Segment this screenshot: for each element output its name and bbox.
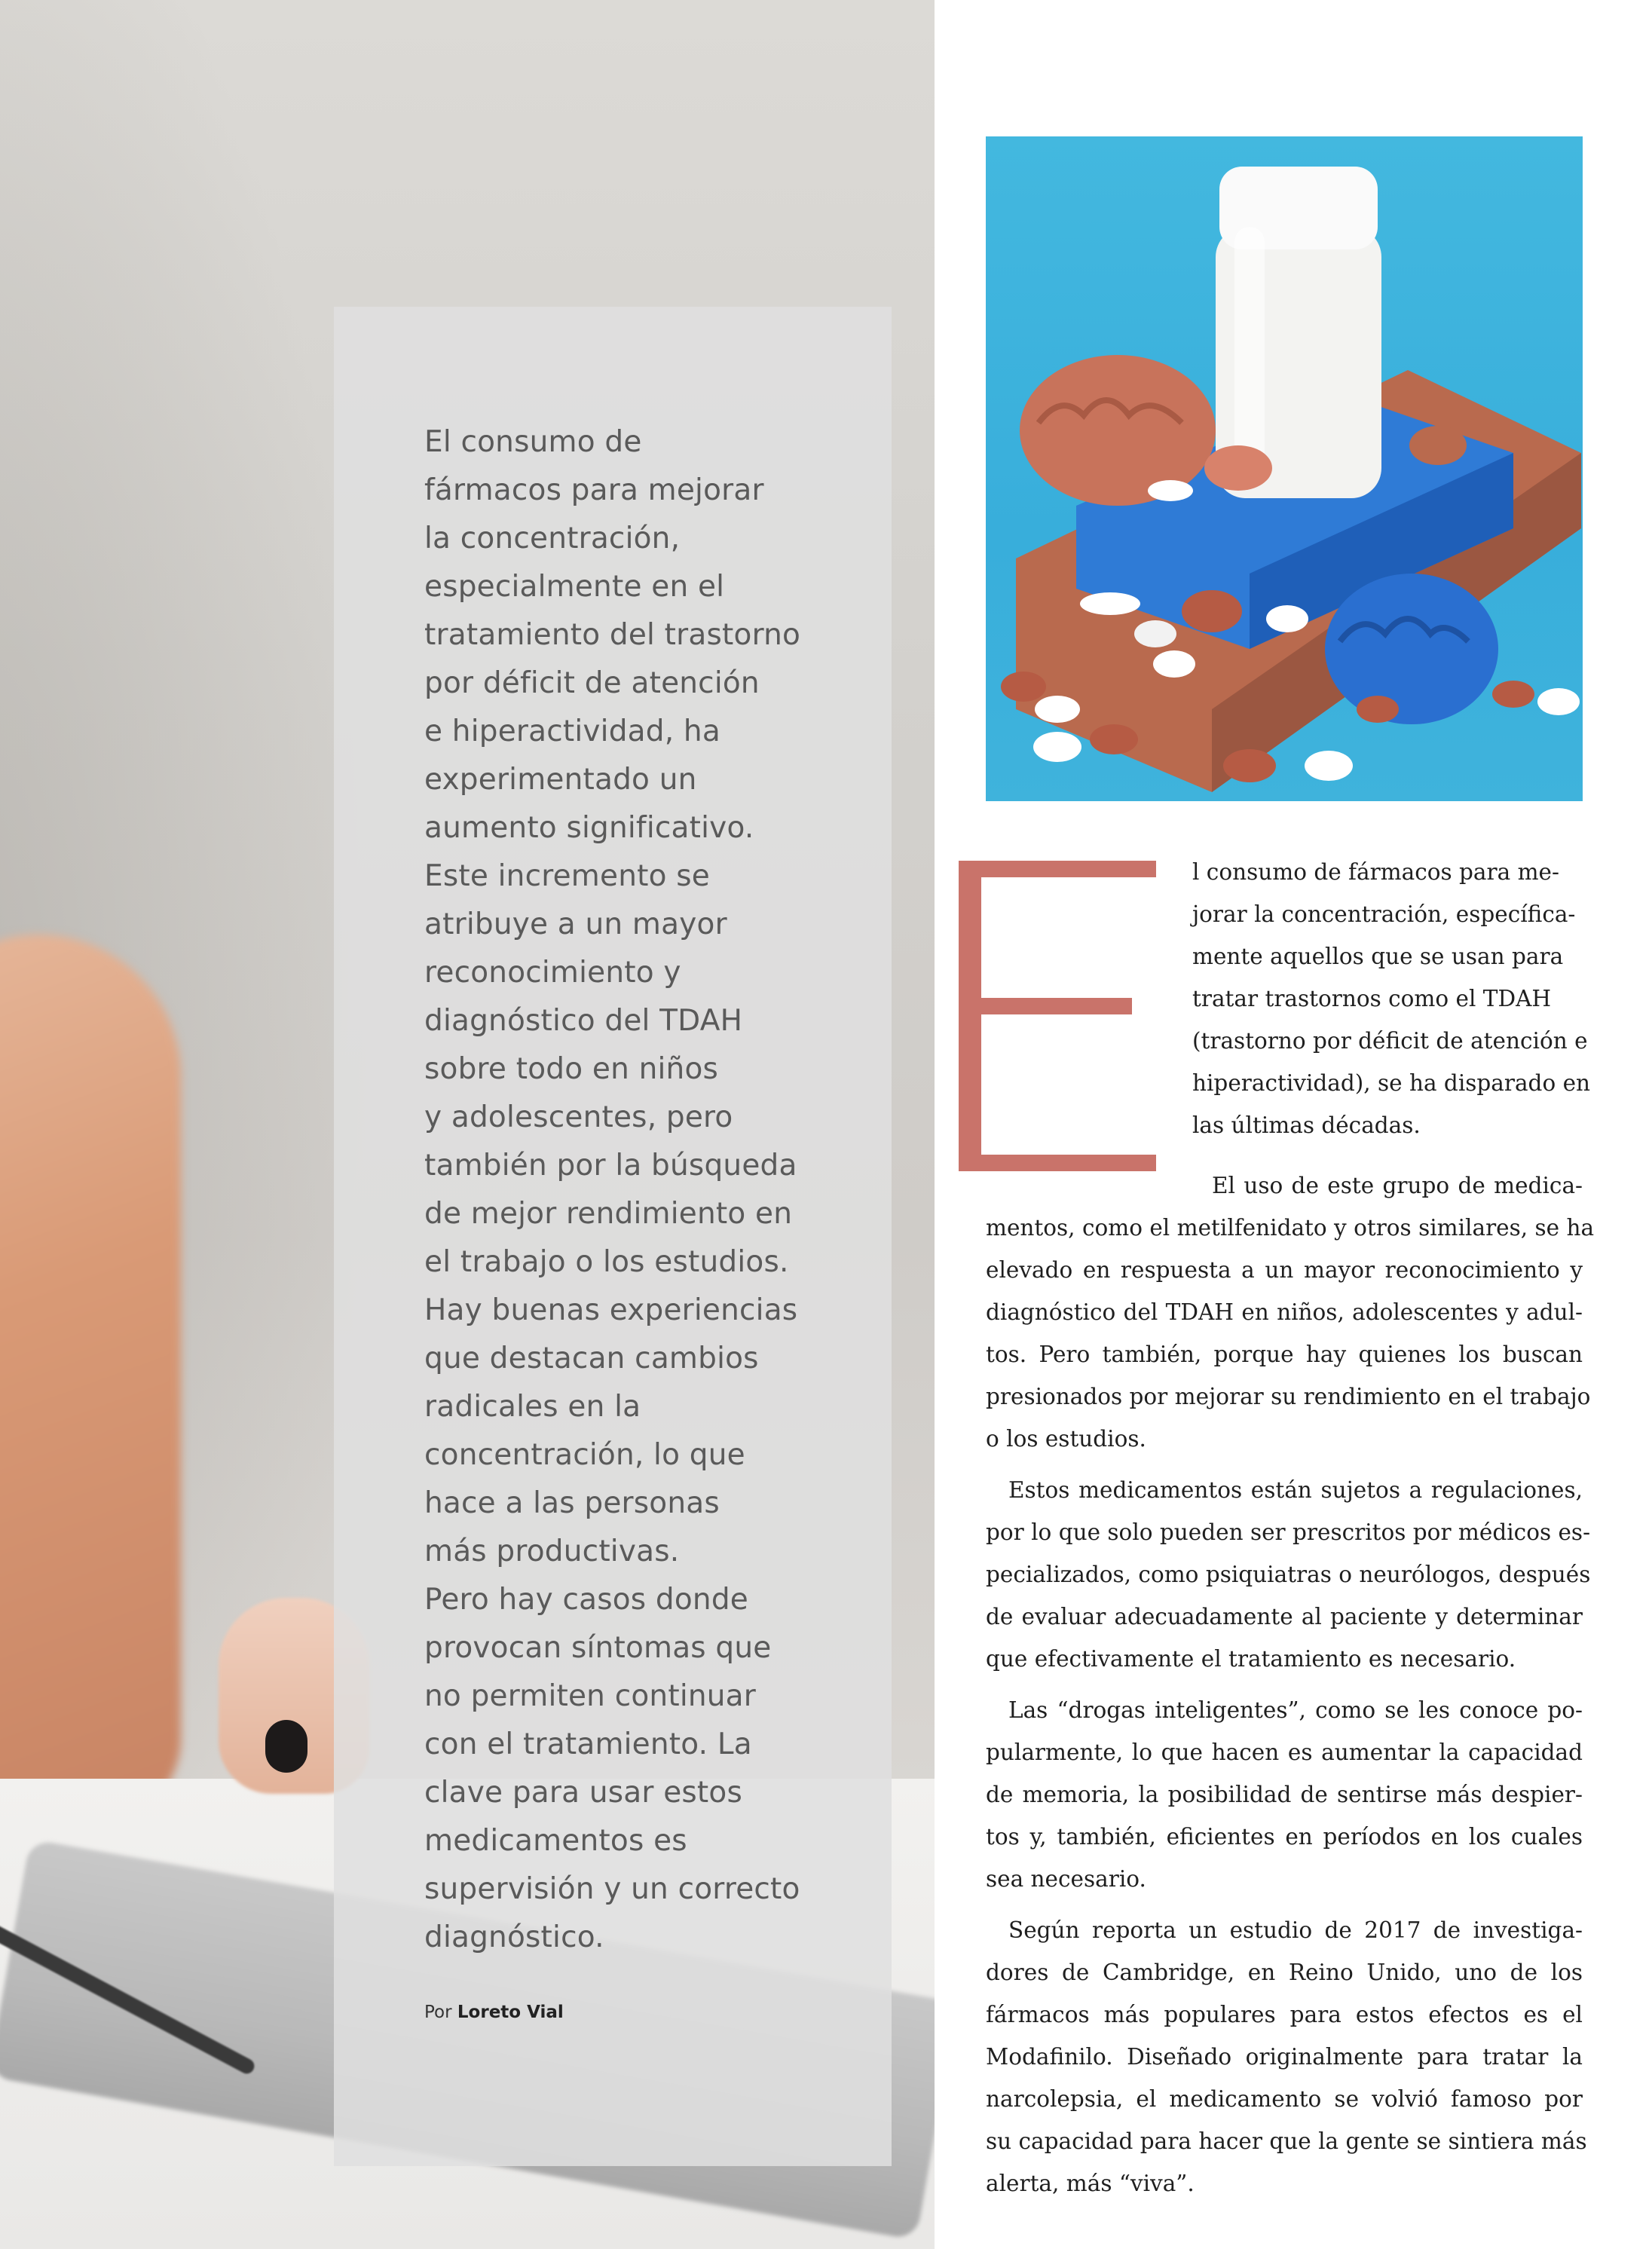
pull-quote-line: experimentado un bbox=[424, 763, 697, 797]
pill bbox=[1537, 688, 1580, 715]
pull-quote-line: radicales en la bbox=[424, 1390, 641, 1424]
article-intro-line: hiperactividad), se ha disparado en bbox=[1192, 1070, 1591, 1096]
article-line: su capacidad para hacer que la gente se sintiera más bbox=[986, 2128, 1587, 2154]
article-line: alerta, más “viva”. bbox=[986, 2171, 1195, 2196]
pull-quote-card bbox=[334, 307, 892, 2166]
pull-quote-line: también por la búsqueda bbox=[424, 1149, 797, 1183]
pill bbox=[1090, 724, 1138, 754]
article-line: de evaluar adecuadamente al paciente y determinar bbox=[986, 1604, 1583, 1629]
pill bbox=[1153, 650, 1195, 678]
article-line: tos. Pero también, porque hay quienes los buscan bbox=[986, 1342, 1583, 1367]
pull-quote-line: hace a las personas bbox=[424, 1486, 720, 1520]
pill bbox=[1182, 590, 1242, 632]
article-line: por lo que solo pueden ser prescritos por médicos es- bbox=[986, 1519, 1591, 1545]
article-intro-line: jorar la concentración, específica- bbox=[1192, 901, 1576, 927]
byline bbox=[424, 2003, 564, 2022]
article-line: sea necesario. bbox=[986, 1866, 1146, 1892]
capsule bbox=[1080, 592, 1140, 615]
article-line: pularmente, lo que hacen es aumentar la capacidad bbox=[986, 1740, 1583, 1765]
pull-quote-line: fármacos para mejorar bbox=[424, 473, 764, 507]
pill bbox=[1035, 696, 1080, 723]
orange-brain bbox=[1020, 355, 1216, 506]
pull-quote-line: que destacan cambios bbox=[424, 1342, 759, 1375]
article-line: que efectivamente el tratamiento es necesario. bbox=[986, 1646, 1516, 1672]
article-line: diagnóstico del TDAH en niños, adolescentes y adul- bbox=[986, 1299, 1583, 1325]
pull-quote-line: no permiten continuar bbox=[424, 1679, 757, 1713]
article-line: o los estudios. bbox=[986, 1426, 1146, 1452]
pull-quote-line: reconocimiento y bbox=[424, 956, 681, 990]
article-line: mentos, como el metilfenidato y otros similares, se ha bbox=[986, 1215, 1595, 1241]
byline-prefix: Por bbox=[424, 2003, 452, 2022]
pull-quote-line: diagnóstico. bbox=[424, 1920, 604, 1954]
pull-quote-line: más productivas. bbox=[424, 1535, 680, 1568]
bottle-highlight bbox=[1234, 227, 1265, 483]
article-line: narcolepsia, el medicamento se volvió famoso por bbox=[986, 2086, 1583, 2112]
article-intro-line: tratar trastornos como el TDAH bbox=[1192, 986, 1552, 1011]
pills-and-brains-illustration bbox=[986, 136, 1583, 801]
article-paragraph bbox=[986, 1909, 1587, 2205]
article-line: presionados por mejorar su rendimiento en el trabajo bbox=[986, 1384, 1591, 1409]
article-paragraph bbox=[986, 1689, 1583, 1900]
photo-sleeve bbox=[0, 935, 181, 1824]
pull-quote-line: por déficit de atención bbox=[424, 666, 760, 700]
pull-quote-line: El consumo de bbox=[424, 425, 642, 459]
pill bbox=[1001, 672, 1046, 702]
pull-quote-line: el trabajo o los estudios. bbox=[424, 1245, 789, 1279]
article-line: pecializados, como psiquiatras o neurólogos, después bbox=[986, 1562, 1591, 1587]
pill bbox=[1357, 696, 1399, 723]
article-line: El uso de este grupo de medica- bbox=[1212, 1173, 1583, 1198]
pull-quote-line: aumento significativo. bbox=[424, 811, 754, 845]
pull-quote-line: sobre todo en niños bbox=[424, 1052, 719, 1086]
article-line: Estos medicamentos están sujetos a regulaciones, bbox=[1008, 1477, 1583, 1503]
pill bbox=[1033, 732, 1081, 762]
pull-quote-line: Hay buenas experiencias bbox=[424, 1293, 798, 1327]
pull-quote-line: e hiperactividad, ha bbox=[424, 714, 720, 748]
pill bbox=[1266, 605, 1308, 632]
pull-quote-line: medicamentos es bbox=[424, 1824, 687, 1858]
pill bbox=[1409, 426, 1467, 465]
pull-quote-line: concentración, lo que bbox=[424, 1438, 745, 1472]
pull-quote-line: tratamiento del trastorno bbox=[424, 618, 801, 652]
article-intro-line: las últimas décadas. bbox=[1192, 1112, 1421, 1138]
pill bbox=[1305, 751, 1353, 781]
pull-quote-line: con el tratamiento. La bbox=[424, 1727, 752, 1761]
article-intro-line: l consumo de fármacos para me- bbox=[1192, 859, 1559, 885]
pull-quote bbox=[424, 418, 846, 1962]
pull-quote-line: y adolescentes, pero bbox=[424, 1100, 733, 1134]
pill bbox=[1134, 620, 1176, 647]
byline-author: Loreto Vial bbox=[457, 2003, 564, 2022]
article-line: dores de Cambridge, en Reino Unido, uno de los bbox=[986, 1960, 1583, 1985]
pill bbox=[1492, 681, 1534, 708]
pill bbox=[1223, 749, 1276, 782]
article-line: de memoria, la posibilidad de sentirse más despier- bbox=[986, 1782, 1583, 1807]
hero-image bbox=[986, 136, 1583, 801]
article-line: Las “drogas inteligentes”, como se les conoce po- bbox=[1008, 1697, 1583, 1723]
capsule bbox=[1148, 480, 1193, 501]
article-line: elevado en respuesta a un mayor reconocimiento y bbox=[986, 1257, 1583, 1283]
article-paragraph bbox=[986, 1469, 1591, 1680]
pull-quote-line: clave para usar estos bbox=[424, 1776, 742, 1810]
article-intro-line: (trastorno por déficit de atención e bbox=[1192, 1028, 1588, 1054]
article-line: Modafinilo. Diseñado originalmente para tratar la bbox=[986, 2044, 1583, 2070]
pull-quote-line: provocan síntomas que bbox=[424, 1631, 772, 1665]
article-line: tos y, también, eficientes en períodos en los cuales bbox=[986, 1824, 1583, 1850]
pull-quote-line: supervisión y un correcto bbox=[424, 1872, 800, 1906]
pull-quote-line: Pero hay casos donde bbox=[424, 1583, 748, 1617]
pull-quote-line: de mejor rendimiento en bbox=[424, 1197, 793, 1231]
pill bbox=[1204, 445, 1272, 491]
article-line: fármacos más populares para estos efectos es el bbox=[986, 2002, 1583, 2027]
pull-quote-line: diagnóstico del TDAH bbox=[424, 1004, 743, 1038]
article-paragraph bbox=[986, 1164, 1595, 1460]
pull-quote-line: Este incremento se bbox=[424, 859, 710, 893]
pull-quote-line: atribuye a un mayor bbox=[424, 907, 727, 941]
blue-brain bbox=[1325, 574, 1498, 724]
article-intro-line: mente aquellos que se usan para bbox=[1192, 944, 1564, 969]
photo-nail bbox=[265, 1720, 307, 1773]
dropcap-letter bbox=[959, 861, 1156, 1171]
pull-quote-line: la concentración, bbox=[424, 522, 681, 555]
article-line: Según reporta un estudio de 2017 de investiga- bbox=[1008, 1917, 1583, 1943]
pull-quote-line: especialmente en el bbox=[424, 570, 725, 604]
